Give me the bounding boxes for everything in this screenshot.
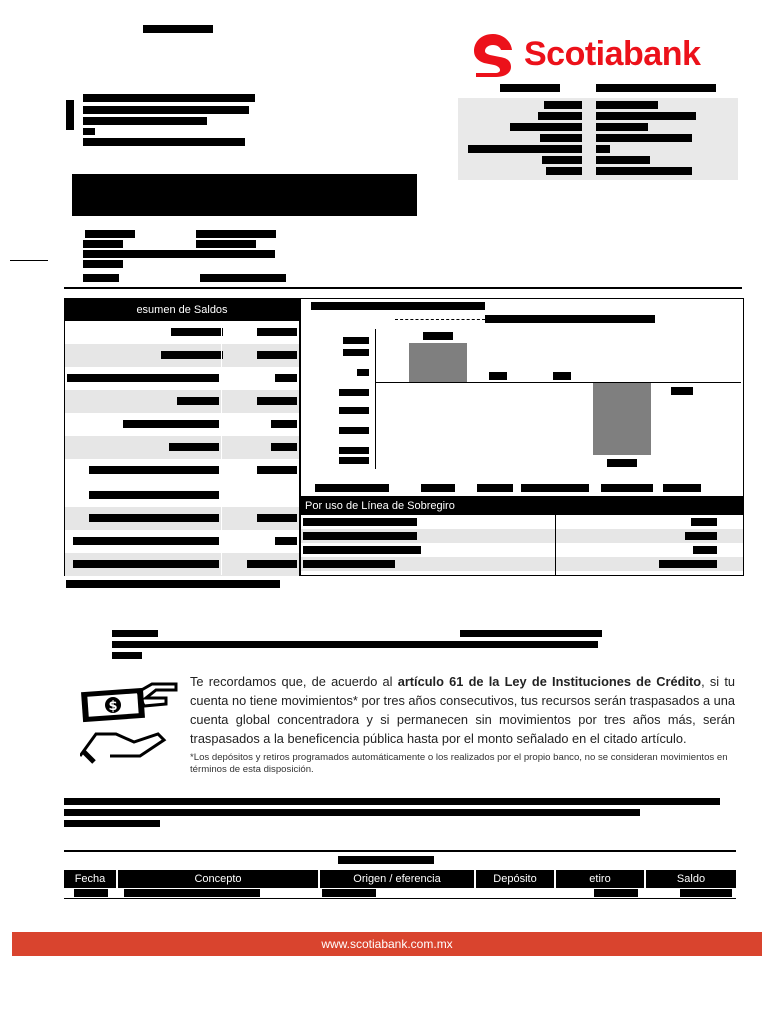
redacted-y-label	[339, 447, 369, 454]
scotiabank-logo	[470, 28, 738, 80]
movements-top-line	[64, 850, 736, 852]
graph-dashed-line	[395, 319, 485, 320]
redacted-marker	[66, 100, 74, 130]
redacted-line	[460, 630, 602, 637]
table-row	[65, 553, 299, 576]
redacted-label	[538, 112, 582, 120]
redacted-date	[143, 25, 213, 33]
column-deposito: Depósito	[476, 870, 556, 888]
sobregiro-column-divider	[555, 515, 556, 575]
redacted-x-label	[521, 484, 589, 492]
svg-text:$: $	[108, 699, 118, 714]
redacted-address-2	[83, 106, 249, 114]
redacted-value	[596, 134, 692, 142]
redacted-account-title	[72, 174, 417, 216]
redacted-y-label	[357, 369, 369, 376]
movements-table-header	[64, 870, 736, 888]
redacted-value	[596, 145, 610, 153]
balance-graph-box	[300, 298, 744, 498]
table-row	[65, 413, 299, 436]
redacted-x-label	[601, 484, 653, 492]
redacted-label	[542, 156, 582, 164]
redacted-value	[596, 123, 648, 131]
redacted-info-value	[596, 84, 716, 92]
resumen-saldos-table	[64, 298, 300, 576]
redacted-client-value	[196, 230, 276, 238]
table-row	[64, 888, 736, 900]
redacted-bar-label	[489, 372, 507, 380]
graph-bar-positive	[409, 343, 467, 382]
redacted-movements-title	[338, 856, 434, 864]
redacted-label	[468, 145, 582, 153]
redacted-address-4	[83, 128, 95, 135]
table-row	[65, 367, 299, 390]
graph-bar-negative	[593, 383, 651, 455]
redacted-x-label	[315, 484, 389, 492]
redacted-client-label	[83, 240, 123, 248]
redacted-line	[112, 641, 598, 648]
redacted-client-label	[85, 230, 135, 238]
logo-text: Scotiabank	[524, 34, 701, 73]
redacted-info-label	[500, 84, 560, 92]
redacted-x-label	[477, 484, 513, 492]
table-row	[65, 530, 299, 553]
redacted-y-label	[343, 349, 369, 356]
redacted-x-label	[421, 484, 455, 492]
redacted-graph-title	[311, 302, 485, 310]
graph-y-axis	[375, 329, 376, 469]
redacted-bar-label	[553, 372, 571, 380]
table-row	[301, 557, 743, 571]
column-retiro: etiro	[556, 870, 646, 888]
table-row	[301, 543, 743, 557]
table-row	[65, 344, 299, 367]
redacted-y-label	[343, 337, 369, 344]
sobregiro-table	[300, 496, 744, 576]
account-info-box	[458, 98, 738, 180]
redacted-value	[596, 101, 658, 109]
table-row	[65, 390, 299, 413]
table-row	[301, 529, 743, 543]
redacted-paragraph-line	[64, 809, 640, 816]
redacted-paragraph-line	[64, 798, 720, 805]
redacted-bar-label	[671, 387, 693, 395]
redacted-bar-label	[607, 459, 637, 467]
redacted-client-value	[196, 240, 256, 248]
redacted-y-label	[339, 389, 369, 396]
redacted-address-3	[83, 117, 207, 125]
redacted-value	[596, 156, 650, 164]
redacted-line	[112, 630, 158, 637]
redacted-x-label	[663, 484, 701, 492]
redacted-address-1	[83, 94, 255, 102]
graph-zero-line	[375, 382, 741, 383]
notice-highlight: artículo 61 de la Ley de Instituciones de Crédito	[397, 674, 702, 689]
redacted-client-label	[83, 274, 119, 282]
resumen-column-divider	[221, 321, 222, 575]
table-row	[65, 484, 299, 507]
redacted-footnote	[66, 580, 280, 588]
redacted-address-5	[83, 138, 245, 146]
redacted-label	[540, 134, 582, 142]
left-margin-line	[10, 260, 48, 261]
table-row	[65, 507, 299, 530]
sobregiro-header: Por uso de Línea de Sobregiro	[301, 497, 743, 515]
section-divider	[64, 287, 742, 289]
redacted-y-label	[339, 427, 369, 434]
notice-footnote: *Los depósitos y retiros programados automáticamente o los realizados por el propio banco, no se consideran movimientos en términos de esta disposición.	[190, 752, 728, 775]
redacted-line	[112, 652, 142, 659]
redacted-label	[510, 123, 582, 131]
table-row	[301, 515, 743, 529]
redacted-value	[596, 112, 696, 120]
footer-bar	[12, 932, 762, 956]
redacted-graph-legend	[485, 315, 655, 323]
redacted-value	[596, 167, 692, 175]
scotiabank-logo-icon	[470, 31, 516, 77]
redacted-label	[544, 101, 582, 109]
resumen-header: esumen de Saldos	[65, 299, 299, 321]
redacted-paragraph-line	[64, 820, 160, 827]
redacted-client-line	[83, 250, 275, 258]
redacted-y-label	[339, 407, 369, 414]
redacted-client-value	[200, 274, 286, 282]
money-hand-icon	[80, 676, 180, 766]
redacted-client-line	[83, 260, 123, 268]
column-saldo: Saldo	[676, 873, 706, 885]
column-fecha: Fecha	[64, 870, 118, 888]
redacted-bar-label	[423, 332, 453, 340]
column-concepto: Concepto	[118, 870, 320, 888]
redacted-y-label	[339, 457, 369, 464]
notice-text: Te recordamos que, de acuerdo al artículo 61 de la Ley de Instituciones de Crédito, si tu cuenta no tiene movimientos* por tres años consecutivos, tus recursos serán traspasados a una cuenta global concentradora y si permanecen sin movimientos por tres años más, serán traspasados a la beneficencia pública hasta por el monto señalado en el citado artículo.	[190, 674, 735, 746]
table-row	[65, 436, 299, 459]
footer-url-link[interactable]: www.scotiabank.com.mx	[321, 937, 453, 951]
table-row	[65, 459, 299, 482]
column-origen-referencia: Origen / eferencia	[320, 870, 476, 888]
redacted-label	[546, 167, 582, 175]
table-row	[65, 321, 299, 344]
